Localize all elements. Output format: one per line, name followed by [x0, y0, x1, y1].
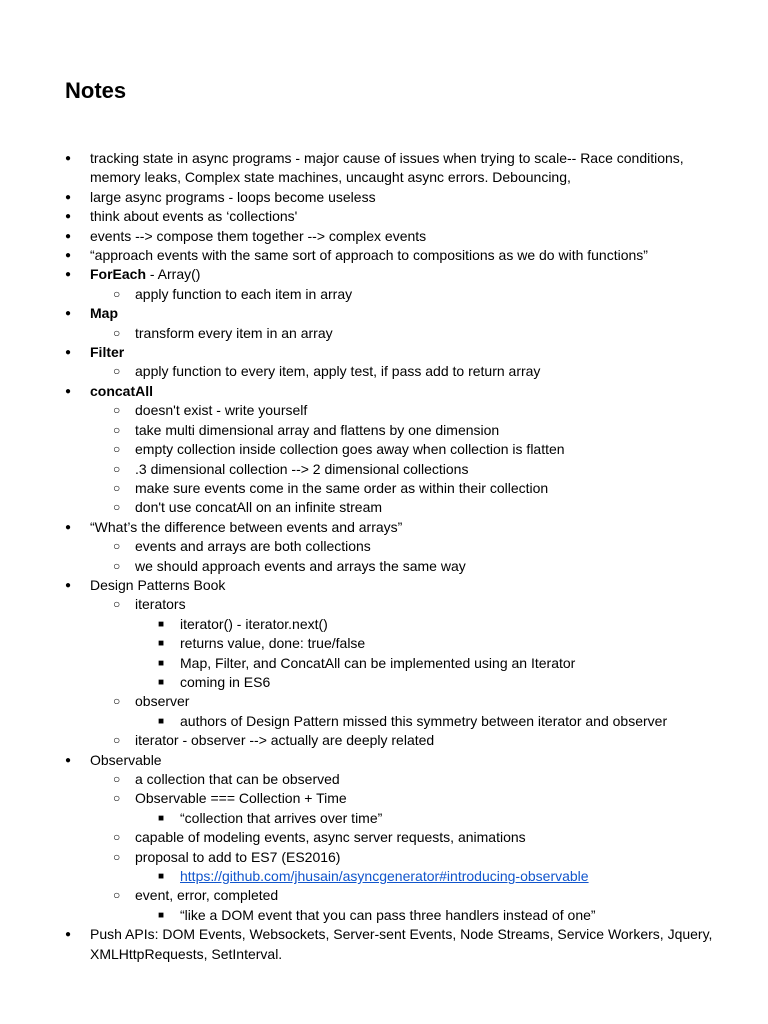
term-concatall: concatAll: [90, 382, 154, 399]
item-text: - Array(): [146, 266, 201, 283]
list-item-map: [65, 304, 715, 343]
item-text: Observable: [90, 751, 162, 768]
item-text: think about events as ‘collections': [90, 208, 298, 225]
term-foreach: ForEach: [90, 266, 147, 283]
sublist-item: [65, 479, 715, 498]
item-text: Design Patterns Book: [90, 576, 226, 593]
list-item-concatall: [65, 382, 715, 518]
item-text: a collection that can be observed: [135, 771, 340, 787]
sublist-item: [65, 285, 715, 304]
sublist: [65, 770, 715, 925]
item-text: don't use concatAll on an infinite stream: [135, 499, 383, 516]
sublist-item: [65, 362, 715, 381]
item-text: tracking state in async programs - major cause of issues when trying to scale-- Race conditions, memory leaks, Complex state machines, uncaught async errors. Debouncing,: [90, 150, 684, 186]
list-item-filter: [65, 343, 715, 382]
term-map: Map: [90, 305, 118, 322]
item-text: “approach events with the same sort of approach to compositions as we do with functions”: [90, 247, 648, 264]
list-item-design-patterns: [65, 576, 715, 751]
list-item: [65, 149, 715, 188]
item-text: capable of modeling events, async server requests, animations: [135, 829, 526, 846]
item-text: apply function to each item in array: [135, 285, 353, 302]
sub-sublist: [65, 615, 715, 693]
item-text: event, error, completed: [135, 887, 279, 904]
sub-sublist: [65, 809, 715, 828]
item-text: authors of Design Pattern missed this symmetry between iterator and observer: [180, 712, 668, 729]
item-text: Push APIs: DOM Events, Websockets, Server-sent Events, Node Streams, Service Workers, Jquery, XMLHttpRequests, SetInterval.: [90, 926, 713, 962]
list-item-push-apis: [65, 925, 715, 964]
list-item: [65, 227, 715, 246]
list-item-observable: [65, 751, 715, 926]
item-text: we should approach events and arrays the same way: [135, 557, 466, 574]
sublist-item: [65, 770, 715, 789]
item-text: returns value, done: true/false: [180, 635, 366, 652]
sub-sublist-item: [65, 615, 715, 634]
sub-sublist-item: [65, 867, 715, 886]
item-text: observer: [135, 693, 190, 710]
sub-sublist: [65, 906, 715, 925]
item-text: large async programs - loops become useless: [90, 188, 376, 205]
item-text: iterators: [135, 596, 186, 613]
list-item: [65, 207, 715, 226]
sublist-item: [65, 401, 715, 420]
list-item: [65, 246, 715, 265]
sublist: [65, 285, 715, 304]
sub-sublist-item: [65, 673, 715, 692]
sub-sublist-item: [65, 809, 715, 828]
sub-sublist-item: [65, 654, 715, 673]
sublist: [65, 595, 715, 750]
sublist-item: [65, 828, 715, 847]
sublist-item: [65, 557, 715, 576]
item-text: Observable === Collection + Time: [135, 790, 347, 807]
item-text: doesn't exist - write yourself: [135, 402, 308, 419]
sublist-item: [65, 595, 715, 692]
sublist-item: [65, 324, 715, 343]
list-item-foreach: [65, 265, 715, 304]
sub-sublist-item: [65, 906, 715, 925]
sublist-item: [65, 731, 715, 750]
sub-sublist-item: [65, 712, 715, 731]
item-text: iterator() - iterator.next(): [180, 615, 328, 632]
page-title: Notes: [65, 78, 127, 103]
item-text: “What’s the difference between events and arrays”: [90, 518, 403, 535]
item-text: take multi dimensional array and flattens by one dimension: [135, 421, 500, 438]
sublist-item: [65, 440, 715, 459]
sublist-item: [65, 848, 715, 887]
sublist: [65, 362, 715, 381]
sublist-item: [65, 421, 715, 440]
sub-sublist-item: [65, 634, 715, 653]
sub-sublist: [65, 867, 715, 886]
item-text: make sure events come in the same order as within their collection: [135, 479, 549, 496]
item-text: “collection that arrives over time”: [180, 809, 383, 826]
notes-list: [65, 149, 715, 964]
item-text: iterator - observer --> actually are deeply related: [135, 732, 435, 749]
list-item-difference: [65, 518, 715, 576]
term-filter: Filter: [90, 344, 125, 361]
item-text: events --> compose them together --> complex events: [90, 227, 427, 244]
sublist-item: [65, 537, 715, 556]
item-text: transform every item in an array: [135, 324, 333, 341]
item-text: proposal to add to ES7 (ES2016): [135, 848, 341, 865]
item-text: Map, Filter, and ConcatAll can be implemented using an Iterator: [180, 654, 576, 671]
sublist-item: [65, 460, 715, 479]
item-text: apply function to every item, apply test, if pass add to return array: [135, 363, 541, 380]
item-text: coming in ES6: [180, 673, 271, 690]
sublist-item: [65, 498, 715, 517]
sublist-item: [65, 886, 715, 925]
item-text: .3 dimensional collection --> 2 dimensional collections: [135, 460, 469, 477]
item-text: “like a DOM event that you can pass three handlers instead of one”: [180, 906, 596, 923]
asyncgenerator-link[interactable]: https://github.com/jhusain/asyncgenerator#introducing-observable: [180, 868, 589, 885]
list-item: [65, 188, 715, 207]
sub-sublist: [65, 712, 715, 731]
sublist: [65, 324, 715, 343]
item-text: events and arrays are both collections: [135, 538, 371, 555]
sublist: [65, 537, 715, 576]
item-text: empty collection inside collection goes away when collection is flatten: [135, 441, 565, 458]
sublist: [65, 401, 715, 517]
sublist-item: [65, 692, 715, 731]
sublist-item: [65, 789, 715, 828]
